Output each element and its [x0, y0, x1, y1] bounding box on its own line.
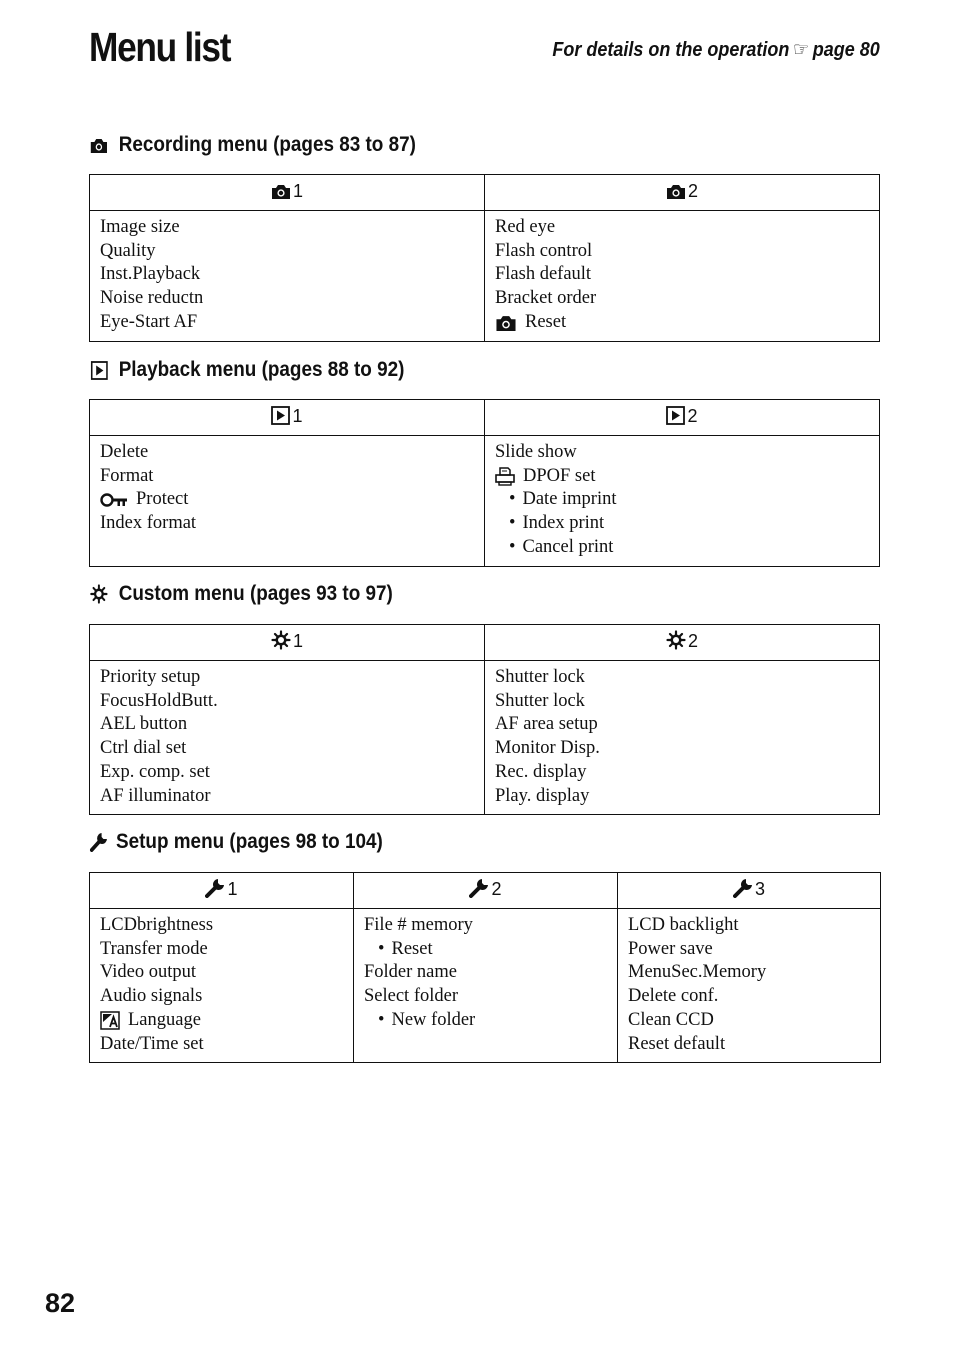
setup-menu-heading — [89, 830, 383, 854]
setup-col2-header: 2 — [354, 873, 618, 909]
wrench-icon — [469, 878, 489, 903]
list-item: Video output — [100, 962, 197, 983]
list-item: FocusHoldButt. — [100, 690, 218, 711]
list-item: Ctrl dial set — [100, 738, 187, 759]
list-item: Shutter lock — [495, 690, 585, 711]
recording-col1-list — [90, 211, 485, 342]
gear-icon — [271, 630, 291, 655]
list-item: Slide show — [495, 442, 577, 462]
list-item: AEL button — [100, 714, 188, 735]
setup-col2-list — [354, 909, 618, 1063]
setup-menu-title: Setup menu (pages 98 to 104) — [116, 830, 383, 853]
playback-col1-list — [90, 436, 485, 567]
setup-col1-list — [90, 909, 354, 1063]
list-item: Quality — [100, 240, 156, 261]
list-item: Exp. comp. set — [100, 761, 210, 782]
playback-menu-heading — [89, 358, 404, 382]
list-item: • Index print — [495, 512, 869, 536]
camera-icon — [271, 183, 291, 205]
playback-col2-header: 2 — [485, 400, 880, 436]
setup-col3-list — [618, 909, 881, 1063]
list-item: • New folder — [364, 1009, 607, 1033]
list-item: Monitor Disp. — [495, 738, 600, 759]
recording-col2-list — [485, 211, 880, 342]
camera-icon — [89, 134, 109, 156]
recording-menu-title: Recording menu (pages 83 to 87) — [118, 133, 416, 156]
recording-col2-header: 2 — [485, 175, 880, 211]
list-item: LCDbrightness — [100, 915, 214, 935]
list-item: Format — [100, 465, 154, 486]
setup-col3-header: 3 — [618, 873, 881, 909]
playback-col1-header: 1 — [90, 400, 485, 436]
gear-icon — [666, 630, 686, 655]
recording-col1-header: 1 — [90, 175, 485, 211]
list-item: Image size — [100, 217, 180, 237]
gear-icon — [89, 583, 109, 605]
list-item: MenuSec.Memory — [628, 962, 767, 983]
list-item: Rec. display — [495, 761, 587, 782]
list-item: File # memory — [364, 915, 473, 935]
list-item-language: Language — [100, 1009, 343, 1033]
recording-menu-heading — [89, 133, 416, 157]
camera-icon — [666, 183, 686, 205]
list-item: Flash control — [495, 240, 593, 261]
play-icon — [271, 406, 290, 430]
custom-col2-header: 2 — [485, 625, 880, 661]
list-item: Transfer mode — [100, 938, 208, 959]
reference-prefix: For details on the operation — [552, 39, 790, 61]
list-item: Delete — [100, 442, 149, 462]
wrench-icon — [205, 878, 225, 903]
wrench-icon — [89, 831, 109, 853]
list-item-dpof: DPOF set — [495, 465, 869, 489]
setup-menu-table — [89, 872, 881, 1063]
playback-menu-table — [89, 399, 880, 567]
list-item: Priority setup — [100, 667, 201, 687]
play-icon — [89, 359, 109, 381]
pointing-hand-icon: ☞ — [793, 39, 810, 61]
list-item: • Reset — [364, 938, 607, 962]
list-item: LCD backlight — [628, 915, 739, 935]
page-number: 82 — [45, 1288, 76, 1318]
list-item-reset: Reset — [495, 311, 869, 335]
list-item: Noise reductn — [100, 288, 204, 309]
list-item: Red eye — [495, 217, 556, 237]
list-item: Play. display — [495, 785, 590, 806]
printer-icon — [495, 467, 515, 486]
list-item: Eye-Start AF — [100, 311, 198, 332]
list-item: Date/Time set — [100, 1033, 204, 1054]
language-icon — [100, 1011, 120, 1030]
list-item: Index format — [100, 513, 197, 534]
recording-menu-table — [89, 174, 880, 342]
operation-reference — [553, 37, 880, 62]
list-item: Bracket order — [495, 288, 597, 309]
list-item: Audio signals — [100, 986, 203, 1007]
custom-col1-list — [90, 661, 485, 815]
list-item: Select folder — [364, 986, 458, 1007]
list-item: Shutter lock — [495, 667, 585, 687]
list-item: • Cancel print — [495, 536, 869, 560]
list-item: AF area setup — [495, 714, 598, 735]
custom-menu-heading — [89, 582, 393, 606]
reference-page: page 80 — [812, 39, 880, 61]
list-item-protect: Protect — [100, 488, 474, 512]
list-item: AF illuminator — [100, 785, 211, 806]
custom-col1-header: 1 — [90, 625, 485, 661]
custom-menu-title: Custom menu (pages 93 to 97) — [118, 582, 393, 605]
list-item: Inst.Playback — [100, 264, 201, 285]
playback-col2-list — [485, 436, 880, 567]
list-item: Folder name — [364, 962, 457, 983]
list-item: Reset default — [628, 1033, 726, 1054]
play-icon — [666, 406, 685, 430]
list-item: • Date imprint — [495, 488, 869, 512]
list-item: Clean CCD — [628, 1009, 714, 1030]
custom-menu-table — [89, 624, 880, 815]
page-title: Menu list — [89, 24, 231, 70]
custom-col2-list — [485, 661, 880, 815]
setup-col1-header: 1 — [90, 873, 354, 909]
key-icon — [100, 492, 128, 508]
playback-menu-title: Playback menu (pages 88 to 92) — [118, 358, 405, 381]
list-item: Power save — [628, 938, 713, 959]
list-item: Delete conf. — [628, 986, 719, 1007]
wrench-icon — [733, 878, 753, 903]
list-item: Flash default — [495, 264, 592, 285]
camera-icon — [495, 314, 517, 332]
